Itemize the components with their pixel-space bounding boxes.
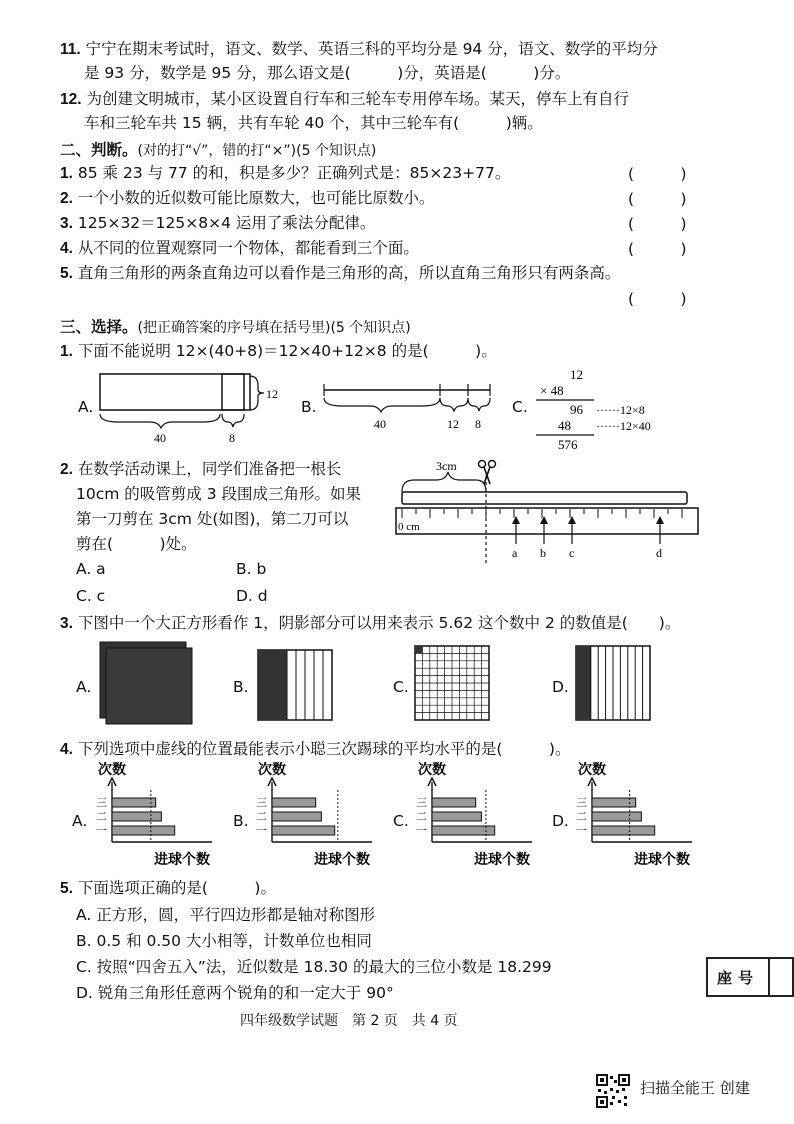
judge-item-number: 5. bbox=[60, 265, 73, 282]
q4-row-label: 一 bbox=[256, 825, 267, 837]
q4-x-label: 进球个数 bbox=[314, 853, 370, 868]
q3c-shaded-cell bbox=[415, 646, 422, 653]
seat-number-label: 座号 bbox=[708, 959, 770, 995]
judge-item-number: 1. bbox=[60, 165, 73, 182]
q1b-label-12: 12 bbox=[447, 417, 459, 431]
q1b-brace-12 bbox=[440, 398, 468, 411]
q3-option-d-label[interactable]: D. bbox=[552, 678, 569, 696]
q4-y-label: 次数 bbox=[418, 763, 446, 778]
q5-option-c[interactable]: C. 按照“四舍五入”法，近似数是 18.30 的最大的三位小数是 18.299 bbox=[76, 958, 552, 976]
q4-bar bbox=[432, 812, 481, 821]
judge-answer-5[interactable]: ( ) bbox=[628, 290, 687, 308]
judge-item-5 bbox=[60, 262, 620, 285]
q1-figure-c bbox=[532, 364, 702, 454]
q3-figure-a bbox=[98, 640, 194, 726]
q5-option-a[interactable]: A. 正方形，圆，平行四边形都是轴对称图形 bbox=[76, 906, 376, 924]
q2-ruler-zero: 0 cm bbox=[398, 521, 420, 533]
choice-q5-text: 下面选项正确的是( )。 bbox=[77, 879, 276, 897]
q2-ruler bbox=[396, 508, 698, 534]
scanner-watermark-text: 扫描全能王 创建 bbox=[640, 1079, 750, 1097]
q4-row-label: 三 bbox=[256, 797, 267, 809]
q4-option-b-label[interactable]: B. bbox=[233, 812, 249, 830]
judge-item-3 bbox=[60, 212, 375, 235]
judge-item-number: 3. bbox=[60, 215, 73, 232]
judge-item-number: 2. bbox=[60, 190, 73, 207]
q3-option-c-label[interactable]: C. bbox=[393, 678, 409, 696]
q2-option-c[interactable]: C. c bbox=[76, 587, 106, 605]
judge-item-2 bbox=[60, 187, 434, 210]
judge-item-text: 直角三角形的两条直角边可以看作是三角形的高，所以直角三角形只有两条高。 bbox=[77, 264, 621, 282]
judge-item-1 bbox=[60, 162, 510, 185]
choice-q2-number: 2. bbox=[60, 461, 73, 478]
q1b-brace-40 bbox=[324, 398, 440, 412]
q1b-label-40: 40 bbox=[374, 417, 386, 431]
q2-mark-b: b bbox=[540, 546, 546, 560]
q4-row-label: 二 bbox=[96, 811, 107, 823]
choice-q4-text: 下列选项中虚线的位置最能表示小聪三次踢球的平均水平的是( )。 bbox=[77, 740, 571, 758]
q1c-partial-2: 48 bbox=[558, 418, 571, 433]
q12-line1 bbox=[60, 88, 629, 111]
judge-item-text: 一个小数的近似数可能比原数大，也可能比原数小。 bbox=[77, 189, 435, 207]
q4-bar bbox=[112, 798, 156, 807]
q2-mark-a: a bbox=[512, 546, 518, 560]
judge-item-number: 4. bbox=[60, 240, 73, 257]
q3-figure-d bbox=[574, 644, 654, 724]
q1c-multiplicand: 12 bbox=[570, 367, 583, 382]
q2-mark-c: c bbox=[569, 546, 575, 560]
choice-q2-text-1: 在数学活动课上，同学们准备把一根长 bbox=[77, 460, 342, 478]
q4-chart bbox=[412, 762, 537, 872]
q1a-brace-right bbox=[250, 376, 264, 410]
choice-q2-line1 bbox=[60, 458, 341, 481]
q2-brace bbox=[402, 472, 486, 492]
judge-answer-1[interactable]: ( ) bbox=[628, 165, 687, 183]
q3-figure-c bbox=[413, 644, 493, 724]
seat-number-box[interactable] bbox=[706, 957, 794, 997]
judge-item-4 bbox=[60, 237, 419, 260]
choice-q3 bbox=[60, 612, 680, 635]
choice-q3-text: 下图中一个大正方形看作 1，阴影部分可以用来表示 5.62 这个数中 2 的数值是( )。 bbox=[77, 614, 681, 632]
q1a-brace-bottom-40 bbox=[100, 414, 220, 428]
judge-item-text: 从不同的位置观察同一个物体，都能看到三个面。 bbox=[77, 239, 419, 257]
q1c-partial-2-note: ······12×40 bbox=[596, 419, 651, 433]
q1-figure-a bbox=[98, 370, 288, 450]
q2-ruler-figure bbox=[394, 456, 704, 566]
q4-chart bbox=[252, 762, 377, 872]
q1c-partial-1-note: ······12×8 bbox=[596, 403, 645, 417]
judge-section-header bbox=[60, 138, 376, 160]
q4-row-label: 二 bbox=[416, 811, 427, 823]
judge-note: (对的打“√”，错的打“×”)(5 个知识点) bbox=[137, 143, 377, 159]
q1b-label-8: 8 bbox=[475, 417, 481, 431]
q4-chart bbox=[572, 762, 697, 872]
q4-option-a-label[interactable]: A. bbox=[72, 812, 88, 830]
q3a-square-2 bbox=[106, 648, 192, 724]
q4-bar bbox=[112, 812, 161, 821]
q4-row-label: 二 bbox=[576, 811, 587, 823]
q4-row-label: 三 bbox=[416, 797, 427, 809]
q2-option-d[interactable]: D. d bbox=[236, 587, 268, 605]
choice-q1-text: 下面不能说明 12×(40+8)＝12×40+12×8 的是( )。 bbox=[77, 342, 497, 360]
q4-bar bbox=[112, 826, 175, 835]
choice-q1-number: 1. bbox=[60, 343, 73, 360]
q4-bar bbox=[272, 798, 316, 807]
choice-title: 三、选择。 bbox=[60, 318, 138, 336]
q4-y-label: 次数 bbox=[578, 763, 606, 778]
q1b-brace-8 bbox=[468, 398, 490, 411]
q12-text-1: 为创建文明城市，某小区设置自行车和三轮车专用停车场。某天，停车上有自行 bbox=[86, 90, 630, 108]
q4-bar bbox=[592, 826, 655, 835]
q1c-product: 576 bbox=[558, 437, 578, 452]
q5-option-b[interactable]: B. 0.5 和 0.50 大小相等，计数单位也相同 bbox=[76, 932, 372, 950]
judge-answer-4[interactable]: ( ) bbox=[628, 240, 687, 258]
q4-chart bbox=[92, 762, 217, 872]
q5-option-d[interactable]: D. 锐角三角形任意两个锐角的和一定大于 90° bbox=[76, 984, 394, 1002]
q11-number: 11. bbox=[60, 41, 81, 58]
q4-bar bbox=[432, 798, 476, 807]
q2-straw bbox=[402, 492, 687, 504]
q4-row-label: 三 bbox=[96, 797, 107, 809]
q2-option-b[interactable]: B. b bbox=[236, 560, 267, 578]
q1-figure-b bbox=[322, 380, 502, 436]
choice-q5-number: 5. bbox=[60, 880, 73, 897]
q4-bar bbox=[592, 812, 641, 821]
q4-bar bbox=[432, 826, 495, 835]
q1-option-c-label[interactable]: C. bbox=[512, 398, 528, 416]
q4-row-label: 三 bbox=[576, 797, 587, 809]
q11-line2: 是 93 分，数学是 95 分，那么语文是( )分，英语是( )分。 bbox=[84, 64, 571, 82]
q4-option-c-label[interactable]: C. bbox=[393, 812, 409, 830]
choice-q2-line4: 剪在( )处。 bbox=[76, 535, 197, 553]
q1-option-a-label[interactable]: A. bbox=[78, 398, 94, 416]
q4-row-label: 二 bbox=[256, 811, 267, 823]
choice-section-header bbox=[60, 315, 411, 337]
q3b-shaded bbox=[258, 650, 287, 720]
choice-q4 bbox=[60, 738, 570, 761]
choice-q3-number: 3. bbox=[60, 615, 73, 632]
q4-row-label: 一 bbox=[96, 825, 107, 837]
seat-number-field[interactable] bbox=[770, 959, 792, 995]
judge-title: 二、判断。 bbox=[60, 141, 138, 159]
q1c-multiplier: × 48 bbox=[540, 383, 564, 398]
q3-option-a-label[interactable]: A. bbox=[76, 678, 92, 696]
page-footer: 四年级数学试题 第 2 页 共 4 页 bbox=[240, 1013, 458, 1029]
q1a-brace-bottom-8 bbox=[222, 414, 244, 427]
q1a-width-label: 40 bbox=[154, 431, 166, 445]
q3-figure-b bbox=[256, 648, 336, 724]
q4-x-label: 进球个数 bbox=[154, 853, 210, 868]
q1a-rect-long bbox=[100, 374, 250, 410]
q4-x-label: 进球个数 bbox=[474, 853, 530, 868]
q1a-short-label: 8 bbox=[229, 431, 235, 445]
judge-answer-3[interactable]: ( ) bbox=[628, 215, 687, 233]
q2-option-a[interactable]: A. a bbox=[76, 560, 106, 578]
q1a-height-label: 12 bbox=[266, 387, 278, 401]
q1-option-b-label[interactable]: B. bbox=[301, 398, 317, 416]
q3d-shaded bbox=[576, 646, 591, 720]
q4-x-label: 进球个数 bbox=[634, 853, 690, 868]
judge-item-text: 125×32＝125×8×4 运用了乘法分配律。 bbox=[77, 214, 376, 232]
q4-row-label: 一 bbox=[576, 825, 587, 837]
q4-y-label: 次数 bbox=[258, 763, 286, 778]
q11-text-1: 宁宁在期末考试时，语文、数学、英语三科的平均分是 94 分，语文、数学的平均分 bbox=[85, 40, 658, 58]
choice-q2-line3: 第一刀剪在 3cm 处(如图)，第二刀可以 bbox=[76, 510, 349, 528]
q3-option-b-label[interactable]: B. bbox=[233, 678, 249, 696]
q4-option-d-label[interactable]: D. bbox=[552, 812, 569, 830]
choice-note: (把正确答案的序号填在括号里)(5 个知识点) bbox=[137, 320, 411, 336]
q11-line1 bbox=[60, 38, 658, 61]
q4-row-label: 一 bbox=[416, 825, 427, 837]
q1c-partial-1: 96 bbox=[570, 402, 583, 417]
q2-mark-d: d bbox=[656, 546, 662, 560]
choice-q4-number: 4. bbox=[60, 741, 73, 758]
choice-q5 bbox=[60, 877, 276, 900]
judge-item-text: 85 乘 23 与 77 的和，积是多少？正确列式是：85×23+77。 bbox=[77, 164, 511, 182]
q4-bar bbox=[272, 812, 321, 821]
q12-number: 12. bbox=[60, 91, 82, 108]
q2-length-label: 3cm bbox=[436, 459, 457, 473]
judge-answer-2[interactable]: ( ) bbox=[628, 190, 687, 208]
qr-code-icon bbox=[596, 1074, 630, 1108]
q12-line2: 车和三轮车共 15 辆，共有车轮 40 个，其中三轮车有( )辆。 bbox=[84, 114, 543, 132]
q4-bar bbox=[272, 826, 335, 835]
q1a-rect-short bbox=[222, 374, 244, 410]
choice-q2-line2: 10cm 的吸管剪成 3 段围成三角形。如果 bbox=[76, 485, 361, 503]
q4-y-label: 次数 bbox=[98, 763, 126, 778]
choice-q1 bbox=[60, 340, 497, 363]
